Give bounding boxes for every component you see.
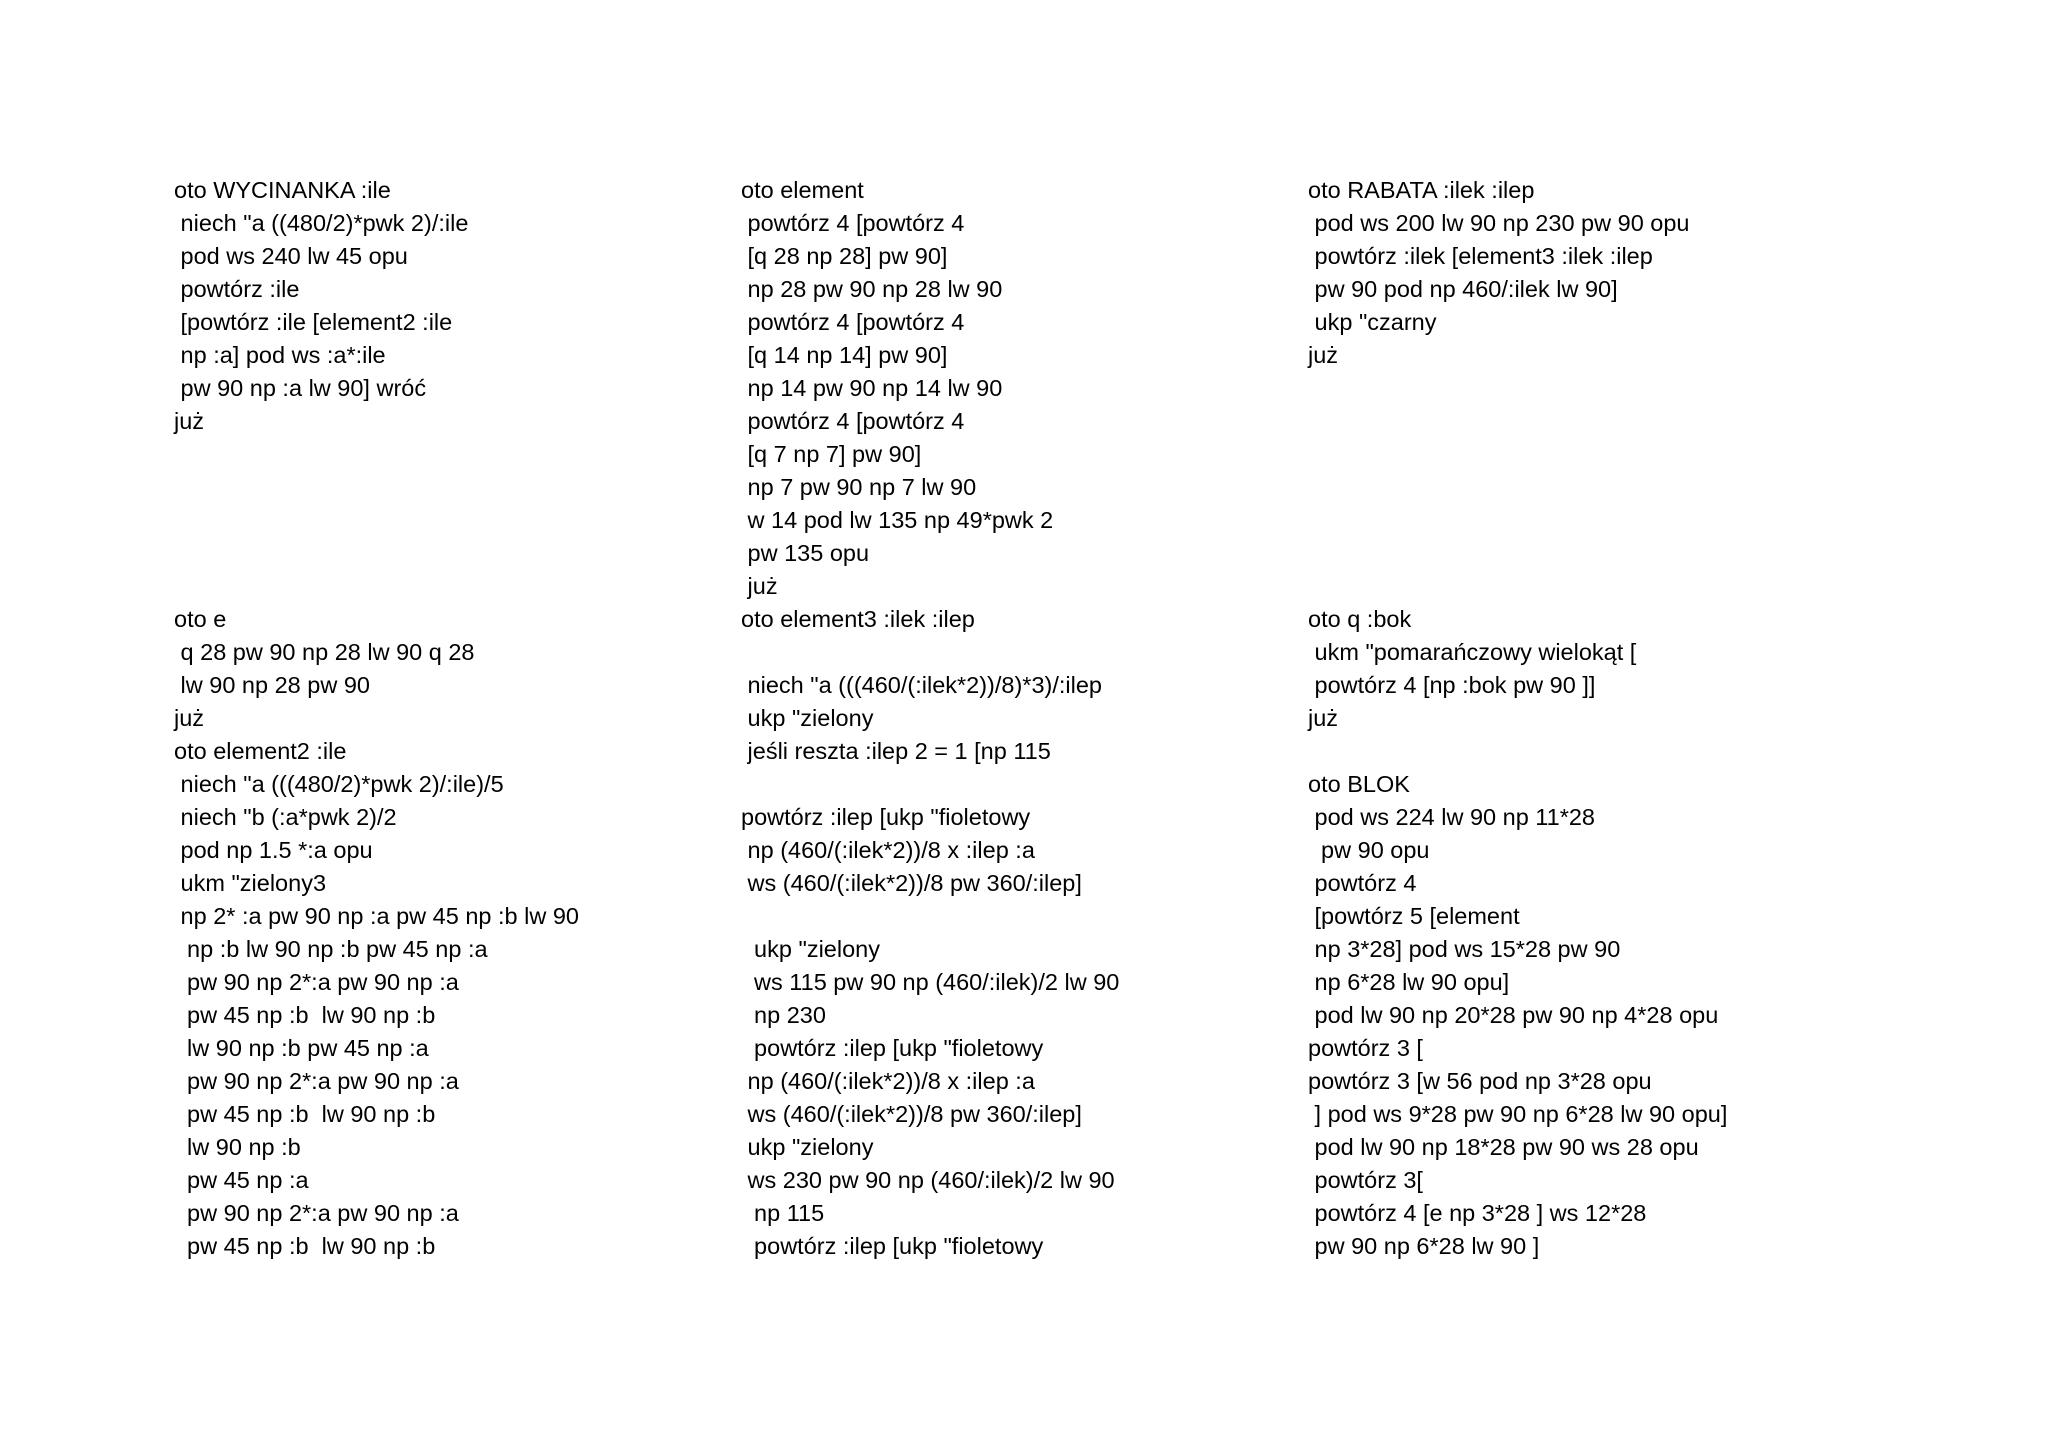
procedure-element3: oto element3 :ilek :ilep niech "a (((460/(:ilek*2))/8)*3)/:ilep ukp "zielony jeśli reszta :ilep 2 = 1 [np 115 powtórz :ilep [ukp "fioletowy np (460/(:ilek*2))/8 x :ilep :a ws (460/(:ilek*2))/8 pw 360/:ilep] ukp "zielony ws 115 pw 90 np (460/:ilek)/2 lw 90 np 230 powtórz :ilep [ukp "fioletowy np (460/(:ilek*2))/8 x :ilep :a ws (460/(:ilek*2))/8 pw 360/:ilep] ukp "zielony ws 230 pw 90 np (460/:ilek)/2 lw 90 np 115 powtórz :ilep [ukp "fioletowy	[741, 606, 1120, 1259]
procedure-wycinanka: oto WYCINANKA :ile niech "a ((480/2)*pwk 2)/:ile pod ws 240 lw 45 opu powtórz :ile [powtórz :ile [element2 :ile np :a] pod ws :a*:ile pw 90 np :a lw 90] wróć już	[174, 177, 469, 434]
procedure-element: oto element powtórz 4 [powtórz 4 [q 28 np 28] pw 90] np 28 pw 90 np 28 lw 90 powtórz 4 [powtórz 4 [q 14 np 14] pw 90] np 14 pw 90 np 14 lw 90 powtórz 4 [powtórz 4 [q 7 np 7] pw 90] np 7 pw 90 np 7 lw 90 w 14 pod lw 135 np 49*pwk 2 pw 135 opu już	[741, 177, 1054, 599]
procedure-e-and-element2: oto e q 28 pw 90 np 28 lw 90 q 28 lw 90 np 28 pw 90 już oto element2 :ile niech "a (((480/2)*pwk 2)/:ile)/5 niech "b (:a*pwk 2)/2 pod np 1.5 *:a opu ukm "zielony3 np 2* :a pw 90 np :a pw 45 np :b lw 90 np :b lw 90 np :b pw 45 np :a pw 90 np 2*:a pw 90 np :a pw 45 np :b lw 90 np :b lw 90 np :b pw 45 np :a pw 90 np 2*:a pw 90 np :a pw 45 np :b lw 90 np :b lw 90 np :b pw 45 np :a pw 90 np 2*:a pw 90 np :a pw 45 np :b lw 90 np :b	[174, 606, 579, 1259]
procedure-q-and-blok: oto q :bok ukm "pomarańczowy wielokąt [ powtórz 4 [np :bok pw 90 ]] już oto BLOK pod ws 224 lw 90 np 11*28 pw 90 opu powtórz 4 [powtórz 5 [element np 3*28] pod ws 15*28 pw 90 np 6*28 lw 90 opu] pod lw 90 np 20*28 pw 90 np 4*28 opu powtórz 3 [ powtórz 3 [w 56 pod np 3*28 opu ] pod ws 9*28 pw 90 np 6*28 lw 90 opu] pod lw 90 np 18*28 pw 90 ws 28 opu powtórz 3[ powtórz 4 [e np 3*28 ] ws 12*28 pw 90 np 6*28 lw 90 ]	[1308, 606, 1728, 1259]
procedure-rabata: oto RABATA :ilek :ilep pod ws 200 lw 90 np 230 pw 90 opu powtórz :ilek [element3 :ilek :ilep pw 90 pod np 460/:ilek lw 90] ukp "czarny już	[1308, 177, 1690, 368]
